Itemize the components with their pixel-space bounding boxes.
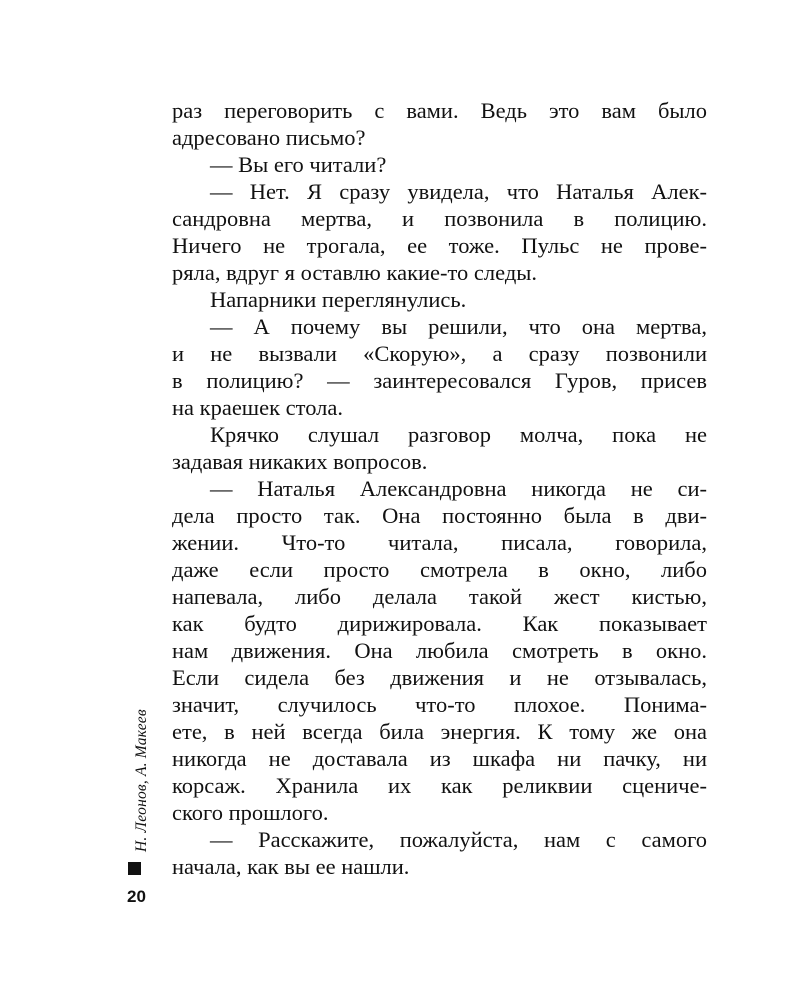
text-line: — Вы его читали? xyxy=(210,152,387,177)
text-line: Крячко слушал разговор молча, пока не xyxy=(210,422,707,447)
text-line: на краешек стола. xyxy=(172,395,343,420)
text-line: раз переговорить с вами. Ведь это вам было xyxy=(172,98,707,123)
text-line: задавая никаких вопросов. xyxy=(172,449,428,474)
page-number: 20 xyxy=(127,887,146,906)
text-line: сандровна мертва, и позвонила в полицию. xyxy=(172,206,707,231)
text-line: — Наталья Александровна никогда не си- xyxy=(210,476,707,501)
text-line: начала, как вы ее нашли. xyxy=(172,854,410,879)
text-line: значит, случилось что-то плохое. Понима- xyxy=(172,692,707,717)
body-text xyxy=(172,97,707,880)
running-head: Н. Леонов, А. Макеев xyxy=(133,709,150,852)
text-line: адресовано письмо? xyxy=(172,125,366,150)
text-line: жении. Что-то читала, писала, говорила, xyxy=(172,530,707,555)
text-line: как будто дирижировала. Как показывает xyxy=(172,611,707,636)
text-line: Напарники переглянулись. xyxy=(210,287,467,312)
text-line: никогда не доставала из шкафа ни пачку, ни xyxy=(172,746,707,771)
text-line: и не вызвали «Скорую», а сразу позвонили xyxy=(172,341,707,366)
text-line: нам движения. Она любила смотреть в окно. xyxy=(172,638,707,663)
text-line: — А почему вы решили, что она мертва, xyxy=(210,314,707,339)
text-line: дела просто так. Она постоянно была в дви- xyxy=(172,503,707,528)
text-line: Если сидела без движения и не отзывалась, xyxy=(172,665,707,690)
text-line: Ничего не трогала, ее тоже. Пульс не прове- xyxy=(172,233,707,258)
text-line: ете, в ней всегда била энергия. К тому же она xyxy=(172,719,707,744)
text-line: корсаж. Хранила их как реликвии сцениче- xyxy=(172,773,707,798)
text-line: — Нет. Я сразу увидела, что Наталья Алек- xyxy=(210,179,707,204)
page-marker-square xyxy=(128,862,141,875)
text-line: напевала, либо делала такой жест кистью, xyxy=(172,584,707,609)
text-line: ского прошлого. xyxy=(172,800,329,825)
text-line: даже если просто смотрела в окно, либо xyxy=(172,557,707,582)
text-line: ряла, вдруг я оставлю какие-то следы. xyxy=(172,260,538,285)
text-line: в полицию? — заинтересовался Гуров, присев xyxy=(172,368,707,393)
text-line: — Расскажите, пожалуйста, нам с самого xyxy=(210,827,707,852)
